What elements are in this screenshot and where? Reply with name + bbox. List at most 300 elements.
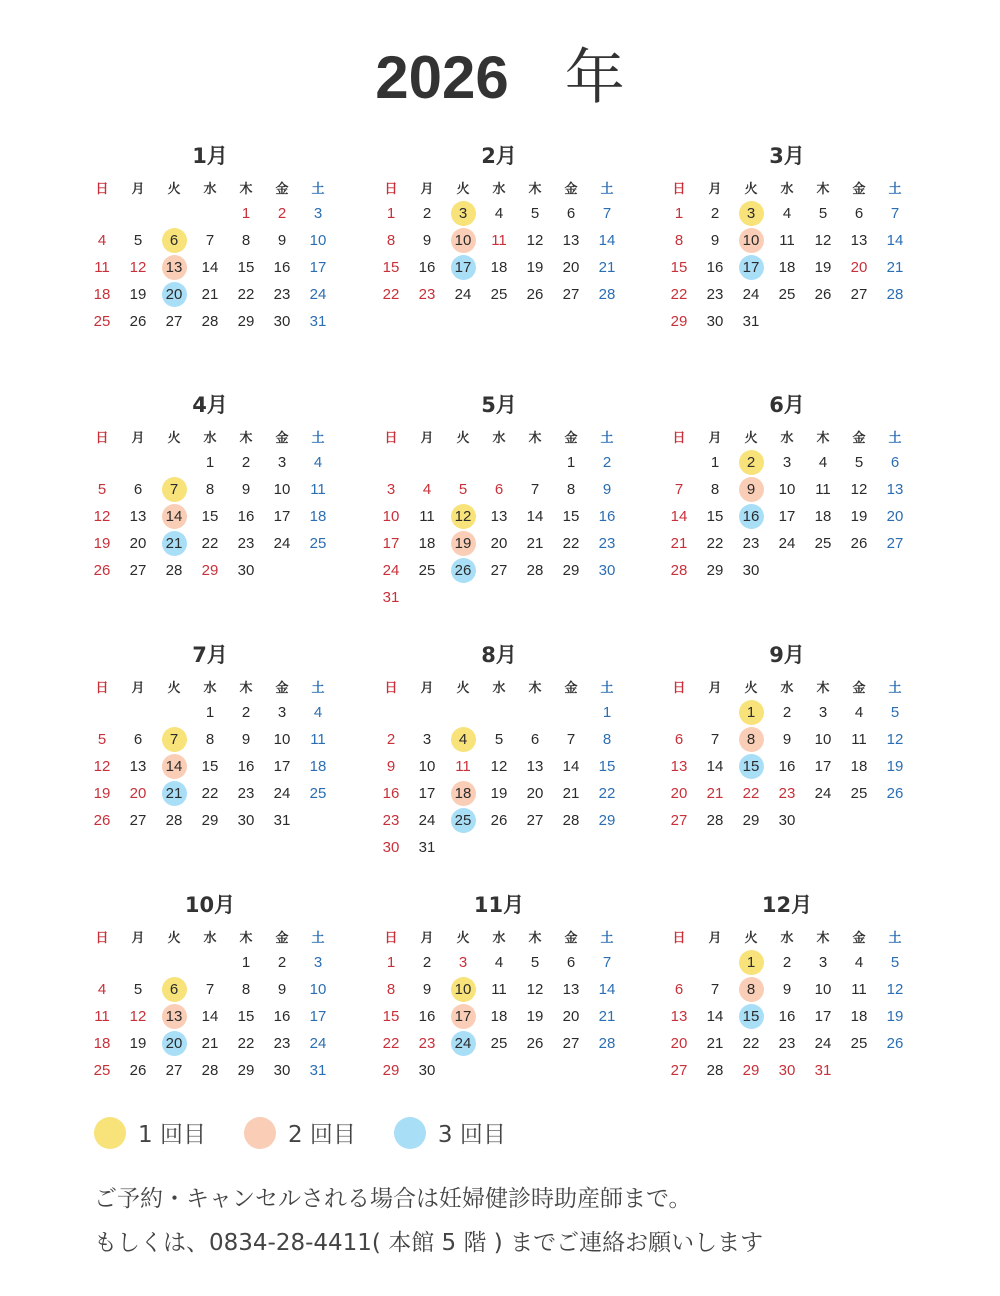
empty-day-cell: [769, 308, 805, 335]
day-number: 18: [93, 286, 111, 303]
day-cell: [805, 449, 841, 476]
day-number: 20: [490, 535, 508, 552]
week-row: [373, 1057, 625, 1084]
visit-marker-2: 9: [739, 477, 764, 502]
day-number: 15: [201, 758, 219, 775]
legend-item-second: [244, 1116, 356, 1149]
day-number: 4: [494, 205, 504, 222]
day-number: 12: [850, 481, 868, 498]
day-cell: [264, 753, 300, 780]
day-number: 19: [886, 1008, 904, 1025]
day-cell: [517, 726, 553, 753]
weekday-label: 火: [744, 181, 758, 197]
day-cell: [445, 780, 481, 807]
day-number: 4: [854, 704, 864, 721]
day-cell: [481, 557, 517, 584]
day-cell: [84, 530, 120, 557]
day-number: 16: [273, 259, 291, 276]
day-cell: [553, 281, 589, 308]
day-number: 19: [526, 1008, 544, 1025]
day-number: 18: [778, 259, 796, 276]
empty-day-cell: [445, 699, 481, 726]
day-cell: [733, 557, 769, 584]
day-cell: [264, 308, 300, 335]
day-number: 2: [422, 954, 432, 971]
day-cell: [120, 807, 156, 834]
day-number: 23: [706, 286, 724, 303]
visit-marker-2: 10: [451, 228, 476, 253]
day-cell: [373, 976, 409, 1003]
weekday-header: [661, 174, 913, 200]
day-cell: [697, 281, 733, 308]
day-number: 21: [562, 785, 580, 802]
day-cell: [877, 726, 913, 753]
day-number: 16: [778, 758, 796, 775]
day-cell: [517, 780, 553, 807]
day-number: 24: [309, 1035, 327, 1052]
month-title: 6月: [769, 393, 805, 417]
day-number: 8: [205, 731, 215, 748]
day-number: 27: [490, 562, 508, 579]
day-number: 24: [273, 785, 291, 802]
day-cell: [517, 530, 553, 557]
day-cell: [445, 476, 481, 503]
weekday-label: 土: [311, 430, 325, 446]
empty-day-cell: [769, 557, 805, 584]
day-cell: [120, 780, 156, 807]
day-number: 8: [602, 731, 612, 748]
day-number: 21: [886, 259, 904, 276]
day-cell: [733, 949, 769, 976]
empty-day-cell: [84, 699, 120, 726]
day-cell: [445, 227, 481, 254]
day-number: 10: [778, 481, 796, 498]
day-number: 10: [814, 731, 832, 748]
month-11: [373, 891, 625, 1084]
day-cell: [517, 1030, 553, 1057]
weekday-label: 日: [672, 430, 686, 446]
day-cell: [805, 699, 841, 726]
week-row: [661, 503, 913, 530]
weekday-label: 水: [780, 930, 794, 946]
day-cell: [481, 780, 517, 807]
day-number: 29: [237, 313, 255, 330]
day-number: 22: [382, 286, 400, 303]
day-cell: [192, 726, 228, 753]
day-cell: [589, 976, 625, 1003]
visit-marker-2: 13: [162, 1004, 187, 1029]
day-cell: [192, 476, 228, 503]
day-number: 24: [814, 785, 832, 802]
day-number: 18: [309, 508, 327, 525]
day-cell: [373, 281, 409, 308]
day-cell: [373, 834, 409, 861]
day-cell: [841, 254, 877, 281]
day-cell: [264, 449, 300, 476]
day-cell: [409, 780, 445, 807]
day-number: 3: [277, 704, 287, 721]
day-cell: [553, 449, 589, 476]
day-cell: [156, 1003, 192, 1030]
day-cell: [841, 949, 877, 976]
note-line-reservation: ご予約・キャンセルされる場合は妊婦健診時助産師まで。: [94, 1186, 692, 1212]
day-number: 16: [418, 259, 436, 276]
day-cell: [553, 530, 589, 557]
day-number: 4: [97, 981, 107, 998]
day-cell: [373, 780, 409, 807]
day-cell: [373, 949, 409, 976]
empty-day-cell: [156, 949, 192, 976]
day-cell: [228, 726, 264, 753]
empty-day-cell: [661, 449, 697, 476]
day-cell: [192, 1057, 228, 1084]
week-row: [373, 449, 625, 476]
day-cell: [481, 200, 517, 227]
day-cell: [805, 227, 841, 254]
day-number: 9: [710, 232, 720, 249]
day-number: 9: [277, 981, 287, 998]
day-cell: [84, 753, 120, 780]
day-number: 26: [886, 1035, 904, 1052]
day-cell: [877, 254, 913, 281]
day-cell: [841, 780, 877, 807]
weekday-label: 月: [131, 680, 145, 696]
day-cell: [373, 530, 409, 557]
empty-day-cell: [877, 308, 913, 335]
visit-marker-3: 17: [739, 255, 764, 280]
day-cell: [409, 227, 445, 254]
day-number: 18: [490, 1008, 508, 1025]
month-8: [373, 641, 625, 861]
day-number: 7: [530, 481, 540, 498]
day-number: 7: [674, 481, 684, 498]
day-cell: [733, 449, 769, 476]
day-cell: [517, 254, 553, 281]
week-row: [84, 1003, 336, 1030]
day-cell: [697, 780, 733, 807]
day-cell: [300, 227, 336, 254]
day-number: 13: [562, 232, 580, 249]
day-cell: [300, 699, 336, 726]
day-number: 1: [710, 454, 720, 471]
day-number: 9: [241, 731, 251, 748]
day-number: 5: [890, 704, 900, 721]
day-cell: [877, 503, 913, 530]
day-number: 30: [778, 812, 796, 829]
day-cell: [445, 807, 481, 834]
day-number: 3: [386, 481, 396, 498]
day-cell: [120, 476, 156, 503]
day-number: 21: [598, 259, 616, 276]
day-number: 30: [742, 562, 760, 579]
day-cell: [373, 753, 409, 780]
day-cell: [84, 807, 120, 834]
day-number: 10: [273, 481, 291, 498]
visit-marker-2: 14: [162, 754, 187, 779]
day-number: 23: [237, 785, 255, 802]
day-cell: [769, 503, 805, 530]
day-cell: [156, 281, 192, 308]
day-cell: [733, 1030, 769, 1057]
week-row: [661, 1057, 913, 1084]
day-number: 25: [814, 535, 832, 552]
week-row: [661, 1030, 913, 1057]
day-number: 17: [309, 259, 327, 276]
day-cell: [409, 200, 445, 227]
empty-day-cell: [445, 1057, 481, 1084]
day-number: 27: [562, 1035, 580, 1052]
day-cell: [409, 476, 445, 503]
day-cell: [445, 726, 481, 753]
day-number: 11: [815, 481, 831, 498]
day-cell: [661, 281, 697, 308]
day-cell: [661, 1057, 697, 1084]
day-number: 8: [241, 981, 251, 998]
day-cell: [589, 476, 625, 503]
empty-day-cell: [553, 1057, 589, 1084]
day-cell: [661, 780, 697, 807]
legend-label-first: 1 回目: [138, 1122, 206, 1148]
day-number: 19: [490, 785, 508, 802]
week-row: [661, 254, 913, 281]
day-cell: [373, 1057, 409, 1084]
day-cell: [264, 227, 300, 254]
day-number: 12: [129, 259, 147, 276]
day-number: 11: [94, 1008, 110, 1025]
day-cell: [373, 254, 409, 281]
day-cell: [228, 1057, 264, 1084]
visit-marker-2: 19: [451, 531, 476, 556]
weekday-label: 日: [384, 930, 398, 946]
day-cell: [300, 503, 336, 530]
weekday-label: 木: [239, 680, 253, 696]
day-number: 7: [566, 731, 576, 748]
day-number: 22: [382, 1035, 400, 1052]
day-cell: [409, 976, 445, 1003]
empty-day-cell: [697, 699, 733, 726]
empty-day-cell: [589, 584, 625, 611]
day-number: 26: [93, 562, 111, 579]
day-number: 23: [273, 286, 291, 303]
day-cell: [84, 557, 120, 584]
day-cell: [300, 780, 336, 807]
day-number: 27: [670, 812, 688, 829]
month-title: 2月: [481, 144, 517, 168]
day-number: 22: [201, 785, 219, 802]
day-cell: [481, 530, 517, 557]
day-cell: [805, 976, 841, 1003]
day-number: 20: [129, 535, 147, 552]
day-cell: [553, 503, 589, 530]
day-number: 31: [742, 313, 760, 330]
empty-day-cell: [300, 557, 336, 584]
day-number: 18: [490, 259, 508, 276]
day-cell: [264, 949, 300, 976]
day-number: 28: [886, 286, 904, 303]
week-row: [661, 308, 913, 335]
weekday-label: 火: [167, 930, 181, 946]
day-cell: [409, 281, 445, 308]
week-row: [661, 530, 913, 557]
week-row: [661, 449, 913, 476]
day-number: 26: [129, 313, 147, 330]
visit-marker-3: 15: [739, 754, 764, 779]
day-number: 22: [237, 286, 255, 303]
weekday-label: 金: [564, 181, 578, 197]
day-cell: [156, 254, 192, 281]
day-number: 2: [710, 205, 720, 222]
day-cell: [373, 557, 409, 584]
day-number: 7: [602, 954, 612, 971]
weekday-label: 月: [131, 430, 145, 446]
day-cell: [228, 308, 264, 335]
week-row: [661, 753, 913, 780]
day-cell: [156, 530, 192, 557]
day-cell: [769, 780, 805, 807]
day-number: 29: [562, 562, 580, 579]
title-year: 2026: [375, 44, 509, 111]
day-number: 18: [814, 508, 832, 525]
empty-day-cell: [481, 699, 517, 726]
week-row: [661, 780, 913, 807]
day-cell: [841, 476, 877, 503]
empty-day-cell: [445, 584, 481, 611]
week-row: [373, 753, 625, 780]
visit-marker-3: 16: [739, 504, 764, 529]
day-cell: [228, 753, 264, 780]
day-number: 28: [165, 812, 183, 829]
weekday-label: 金: [275, 181, 289, 197]
day-cell: [553, 1003, 589, 1030]
weekday-label: 月: [420, 680, 434, 696]
week-row: [661, 807, 913, 834]
empty-day-cell: [192, 200, 228, 227]
legend-item-first: [94, 1116, 206, 1149]
day-cell: [733, 281, 769, 308]
day-number: 19: [93, 785, 111, 802]
day-cell: [228, 699, 264, 726]
weekday-label: 日: [95, 181, 109, 197]
day-number: 27: [129, 562, 147, 579]
day-cell: [120, 976, 156, 1003]
day-number: 30: [778, 1062, 796, 1079]
day-number: 6: [674, 981, 684, 998]
day-number: 26: [814, 286, 832, 303]
day-cell: [733, 476, 769, 503]
day-number: 6: [674, 731, 684, 748]
day-number: 23: [778, 1035, 796, 1052]
day-number: 9: [422, 981, 432, 998]
day-cell: [120, 726, 156, 753]
visit-marker-1: 1: [739, 700, 764, 725]
day-number: 10: [309, 981, 327, 998]
day-number: 30: [382, 839, 400, 856]
day-cell: [697, 557, 733, 584]
day-number: 24: [309, 286, 327, 303]
day-number: 5: [97, 731, 107, 748]
day-number: 22: [237, 1035, 255, 1052]
weekday-label: 水: [492, 930, 506, 946]
day-cell: [517, 227, 553, 254]
day-number: 6: [494, 481, 504, 498]
day-cell: [697, 530, 733, 557]
week-row: [373, 780, 625, 807]
day-number: 27: [670, 1062, 688, 1079]
day-cell: [517, 976, 553, 1003]
day-cell: [445, 281, 481, 308]
day-number: 12: [526, 232, 544, 249]
day-number: 14: [598, 232, 616, 249]
day-number: 21: [706, 1035, 724, 1052]
day-cell: [481, 281, 517, 308]
day-cell: [84, 1030, 120, 1057]
day-number: 25: [93, 1062, 111, 1079]
visit-marker-3: 20: [162, 282, 187, 307]
weekday-label: 火: [456, 430, 470, 446]
day-number: 18: [850, 758, 868, 775]
empty-day-cell: [841, 807, 877, 834]
visit-marker-1: 1: [739, 950, 764, 975]
week-row: [373, 807, 625, 834]
day-number: 24: [742, 286, 760, 303]
day-cell: [264, 200, 300, 227]
weekday-label: 日: [672, 181, 686, 197]
day-cell: [697, 726, 733, 753]
day-cell: [733, 227, 769, 254]
day-number: 15: [201, 508, 219, 525]
week-row: [373, 476, 625, 503]
day-cell: [553, 227, 589, 254]
day-number: 2: [241, 704, 251, 721]
day-cell: [156, 753, 192, 780]
day-cell: [589, 254, 625, 281]
day-cell: [589, 780, 625, 807]
day-cell: [589, 227, 625, 254]
day-cell: [156, 780, 192, 807]
day-cell: [733, 780, 769, 807]
day-cell: [733, 753, 769, 780]
day-number: 18: [309, 758, 327, 775]
week-row: [84, 449, 336, 476]
day-number: 19: [850, 508, 868, 525]
day-cell: [192, 1030, 228, 1057]
day-cell: [192, 780, 228, 807]
visit-marker-1: 3: [451, 201, 476, 226]
weekday-label: 月: [708, 680, 722, 696]
day-cell: [697, 308, 733, 335]
day-number: 17: [382, 535, 400, 552]
day-number: 23: [237, 535, 255, 552]
day-cell: [300, 449, 336, 476]
day-cell: [661, 807, 697, 834]
day-number: 4: [494, 954, 504, 971]
day-number: 18: [850, 1008, 868, 1025]
day-cell: [841, 753, 877, 780]
weekday-header: [373, 423, 625, 449]
day-cell: [805, 476, 841, 503]
day-cell: [264, 476, 300, 503]
day-cell: [373, 584, 409, 611]
day-number: 11: [491, 981, 507, 998]
day-cell: [156, 308, 192, 335]
day-number: 8: [386, 981, 396, 998]
day-cell: [697, 1003, 733, 1030]
day-number: 20: [670, 785, 688, 802]
day-cell: [661, 726, 697, 753]
day-number: 21: [706, 785, 724, 802]
month-title: 7月: [192, 643, 228, 667]
visit-marker-3: 21: [162, 781, 187, 806]
